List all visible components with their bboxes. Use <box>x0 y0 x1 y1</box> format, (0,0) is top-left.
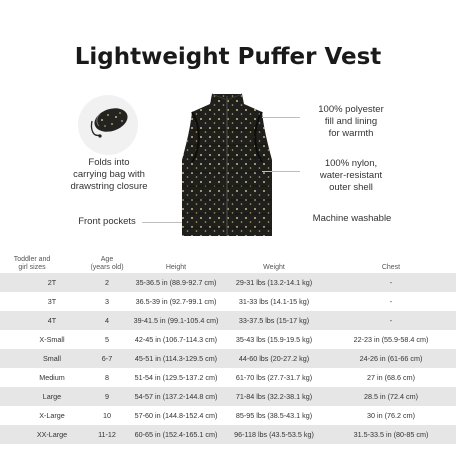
puffer-vest-image <box>172 90 282 240</box>
cell-chest: 22-23 in (55.9-58.4 cm) <box>353 335 429 344</box>
bag-callout-line: drawstring closure <box>70 181 148 192</box>
cell-size: 3T <box>47 297 57 306</box>
cell-size: Small <box>43 354 61 363</box>
header-chest: Chest <box>381 264 401 271</box>
cell-weight: 33-37.5 lbs (15-17 kg) <box>238 316 310 325</box>
cell-age: 2 <box>105 278 109 287</box>
cell-height: 60-65 in (152.4-165.1 cm) <box>134 430 218 439</box>
cell-height: 42-45 in (106.7-114.3 cm) <box>134 335 218 344</box>
cell-chest: - <box>389 297 393 306</box>
cell-chest: 27 in (68.6 cm) <box>367 373 415 382</box>
cell-height: 54-57 in (137.2-144.8 cm) <box>134 392 218 401</box>
shell-callout-line: water-resistant <box>319 170 383 181</box>
cell-size: X-Small <box>39 335 65 344</box>
cell-age: 8 <box>105 373 109 382</box>
wash-callout: Machine washable <box>312 213 392 224</box>
header-height: Height <box>165 264 187 271</box>
cell-chest: 30 in (76.2 cm) <box>367 411 415 420</box>
pockets-leader-line <box>142 222 182 223</box>
cell-height: 36.5-39 in (92.7-99.1 cm) <box>135 297 217 306</box>
table-row <box>0 387 456 406</box>
table-row <box>0 273 456 292</box>
cell-chest: - <box>389 278 393 287</box>
cell-size: X-Large <box>39 411 65 420</box>
cell-weight: 35-43 lbs (15.9-19.5 kg) <box>235 335 313 344</box>
cell-weight: 61-70 lbs (27.7-31.7 kg) <box>235 373 313 382</box>
header-age-line: (years old) <box>90 264 124 271</box>
cell-chest: 24-26 in (61-66 cm) <box>359 354 423 363</box>
table-row <box>0 292 456 311</box>
cell-weight: 31-33 lbs (14.1-15 kg) <box>238 297 310 306</box>
cell-age: 4 <box>105 316 109 325</box>
cell-weight: 85-95 lbs (38.5-43.1 kg) <box>235 411 313 420</box>
cell-age: 10 <box>103 411 111 420</box>
shell-callout-line: 100% nylon, <box>324 158 378 169</box>
shell-callout <box>305 158 397 194</box>
cell-age: 5 <box>105 335 109 344</box>
cell-age: 11-12 <box>98 430 116 439</box>
header-size-line: Toddler and <box>13 256 51 263</box>
fill-callout-line: fill and lining <box>324 116 378 127</box>
cell-size: 2T <box>47 278 57 287</box>
cell-age: 9 <box>105 392 109 401</box>
bag-callout <box>55 157 163 193</box>
cell-age: 3 <box>105 297 109 306</box>
cell-chest: 28.5 in (72.4 cm) <box>364 392 418 401</box>
cell-chest: - <box>389 316 393 325</box>
cell-size: Medium <box>39 373 65 382</box>
cell-height: 45-51 in (114.3-129.5 cm) <box>134 354 218 363</box>
table-row <box>0 368 456 387</box>
cell-height: 57-60 in (144.8-152.4 cm) <box>134 411 218 420</box>
cell-size: XX-Large <box>36 430 68 439</box>
fill-callout <box>305 104 397 140</box>
cell-height: 51-54 in (129.5-137.2 cm) <box>134 373 218 382</box>
bag-callout-line: Folds into <box>88 157 130 168</box>
table-row <box>0 349 456 368</box>
cell-size: 4T <box>47 316 57 325</box>
cell-age: 6-7 <box>101 354 113 363</box>
table-row <box>0 406 456 425</box>
cell-chest: 31.5-33.5 in (80-85 cm) <box>353 430 429 439</box>
page-title: Lightweight Puffer Vest <box>74 44 382 70</box>
fill-leader-line <box>262 117 300 118</box>
fill-callout-line: for warmth <box>328 128 374 139</box>
bag-callout-line: carrying bag with <box>73 169 145 180</box>
shell-callout-line: outer shell <box>329 182 373 193</box>
pockets-callout: Front pockets <box>78 216 136 227</box>
shell-leader-line <box>262 171 300 172</box>
table-row <box>0 330 456 349</box>
table-row <box>0 311 456 330</box>
fill-callout-line: 100% polyester <box>318 104 384 115</box>
header-size <box>2 256 62 272</box>
header-age-line: Age <box>100 256 114 263</box>
cell-weight: 96-118 lbs (43.5-53.5 kg) <box>234 430 314 439</box>
cell-weight: 71-84 lbs (32.2-38.1 kg) <box>235 392 313 401</box>
header-weight: Weight <box>263 264 285 271</box>
cell-size: Large <box>42 392 62 401</box>
header-size-line: girl sizes <box>18 264 46 271</box>
cell-weight: 29-31 lbs (13.2-14.1 kg) <box>235 278 313 287</box>
cell-height: 35-36.5 in (88.9-92.7 cm) <box>135 278 217 287</box>
carrying-bag-image <box>78 95 138 155</box>
cell-weight: 44-60 lbs (20-27.2 kg) <box>238 354 310 363</box>
cell-height: 39-41.5 in (99.1-105.4 cm) <box>133 316 219 325</box>
table-row <box>0 425 456 444</box>
